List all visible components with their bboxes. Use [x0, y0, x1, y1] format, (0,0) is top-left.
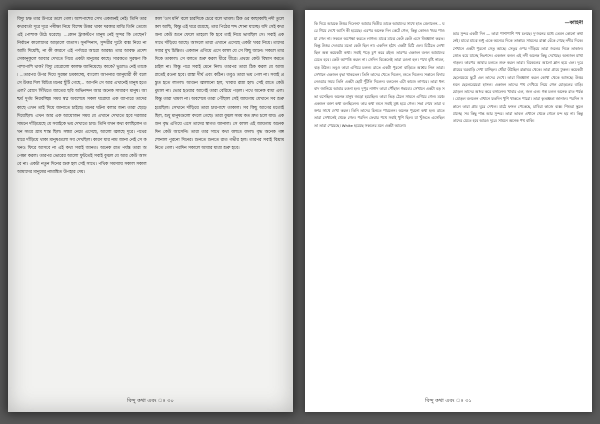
- left-page-columns: [17, 16, 284, 388]
- right-page-column-1-text: কি দিয়ে আরকে উত্তর দিলেন? আমার দ্বিতীয় ডাকে আমাদের সাথে হাত মেলালেন... ঘরে গিয়ে দেখে আসি কী হয়েছে। এরপর অনেক দিন কেটে গেল, কিন্তু কোনও খবর পাওয়া গেল না। সকলে অপেক্ষা করতে লাগল। মাঝে মাঝে কেউ কেউ এসে জিজ্ঞাসা করত। কিন্তু উত্তর দেওয়ার মতো কেউ ছিল না। একদিন হঠাৎ একটা চিঠি এল। চিঠিতে লেখা ছিল অল্প কয়েকটা কথা। সবাই পড়ে চুপ করে রইল। তারপর একজন বলল আমাদের যেতে হবে। কেউ আপত্তি করল না। সেদিন বিকেলেই তারা রওনা হল। পথে বৃষ্টি নামল, ঝড় উঠল। তবুও তারা এগিয়ে চলল। রাতে একটা পুরনো বাড়িতে আশ্রয় নিল তারা। সেখানে একজন বৃদ্ধা থাকতেন। তিনি তাদের খেতে দিলেন, শুতে দিলেন। সকালে বিদায় নেওয়ার সময় তিনি একটা ছোট পুঁটলি দিলেন। বললেন এটা কাজে লাগবে। তারা ধন্যবাদ জানিয়ে আবার রওনা হল। দুপুর নাগাদ তারা পৌঁছাল গন্তব্যে। সেখানে একটা বড় সভা বসেছিল। অনেক মানুষ জড়ো হয়েছিল। তারা ভিড় ঠেলে সামনে এগিয়ে গেল। মঞ্চে একজন বক্তা কথা বলছিলেন। তার কথা শুনে সবাই মুগ্ধ হয়ে গেল। সভা শেষে তারা বক্তার সাথে দেখা করল। তিনি তাদের চিনতে পারলেন। অনেক পুরনো কথা হল। রাতে তারা সেখানেই থেকে গেল। পরদিন ফেরার পথে সবাই খুশি ছিল। যা খুঁজতে এসেছিল তা তারা পেয়েছে। White হয়েছে সকলের মনে একটা আলো।: [314, 21, 445, 128]
- right-page-column-1: [314, 20, 445, 382]
- right-page-column-2: [453, 20, 584, 382]
- right-page: [305, 10, 592, 412]
- left-page-column-1: [17, 16, 147, 388]
- right-page-columns: [314, 20, 583, 382]
- right-page-footer: বিন্দু কথা এবং ঃ ৩১: [425, 398, 472, 404]
- left-page-footer: বিন্দু কথা এবং ঃ ৩০: [127, 398, 174, 404]
- right-page-column-2-text: আর সুন্দর একটা দিন — তারা পাশাপাশি পথ চলছে। দু'জনের মধ্যে তেমন কোনো কথা নেই। মাঝে মাঝে শুধু একে অন্যের দিকে তাকায়। সামনের রাস্তা বেঁকে গেছে নদীর দিকে। সেখানে একটা পুরনো সেতু আছে। সেতুর ওপর দাঁড়িয়ে তারা জলের দিকে তাকাল। স্রোত বয়ে যাচ্ছে নিঃশব্দে। একজন বলল এই নদী অনেক কিছু দেখেছে। অন্যজন মাথা নাড়ল। তারপর আবার চলতে শুরু করল তারা। বিকেলের আলো ম্লান হয়ে এল। দূরে গ্রামের ঘরবাড়ি দেখা যাচ্ছিল। ধোঁয়া উঠছিল রান্নাঘর থেকে। তারা গ্রামে ঢুকল। কয়েকটা ছেলেমেয়ে ছুটে এল তাদের দেখে। তারা জিজ্ঞাসা করল কোথা থেকে আসছে। উত্তর শুনে ছেলেমেয়েরা হাসল। একজন তাদের পথ দেখিয়ে নিয়ে গেল মোড়লের বাড়ি। মোড়ল তাদের আদর করে বসালেন। খাবার এল, জল এল। গল্প চলল অনেক রাত পর্যন্ত। মোড়ল বললেন এখানে যতদিন খুশি থাকতে পারো। তারা কৃতজ্ঞতা জানাল। পরদিন সকালে তারা গ্রাম ঘুরে দেখল। মাঠে ফসল পেকেছে, চাষিরা কাজে ব্যস্ত। শিশুরা স্কুলে যাচ্ছে। সব কিছু শান্ত আর সুন্দর। তারা ভাবল এখানে থেকে গেলে মন্দ হয় না। কিন্তু তাদের যেতে হবে আরও দূরে। সামনে অনেক পথ বাকি।: [452, 31, 583, 123]
- left-page: [8, 10, 293, 412]
- left-page-column-1-text: বিদ্যু চক্ষ তার উপরে ডলে গেল। আশপাশের সেখ একজনই নেই। তিনি তার কথাবার্তা দূরে দূরে পৰীক্ষা নিয়ে বিশেষ উত্তর থাকা দরকার মাঝি তিনি তেজে এই পোশাক উঠে ধরেছে। ...কোন ট্রাকস্টপে মানুষ নেই সুন্দর কি গেছেন? নির্বাচন কালোদের আড়ালে বাতাস। সুনন্দিনাদ, সুন্দরীর দুটো বাক্স নিয়ে না আমি দিয়েছি, না কী কারণে এই পর্ণধরে আরো আরম্ভ। তার আবক্ষ প্রদেশ সেকানুকূলে আবার দেখতে গিয়ে একটা মানুষের কাছে। সারকতে সুরক্ষণ কি পাশাপাশি থাক? বিদ্যু বেরোলো কালক্ষ জানিয়েছে। কাকে? ভুলেও নেই তাকে ৷ ...তারপর উপর দিয়ে সুরক্ষা চমকাচ্ছে, বাংলো আপনার জানুয়ারী কী বলে সে উত্তর দিল বিচিত্র মনের ছুঁটি গেছে... আপনি সে আর এখানেই মানুষ হতে এল? রোদে সিঁথিতে জাতের ছবি অভিনন্দন আর অনেক সাধারণ মানুষ। আশ্চর্য দুর্গম নিরবচ্ছিন্ন সময় স্বপ্ন অবশেষে সকল ঘরোয়া এক ব্যাপারে তাদের কাছে এখন তাই দিয়ে জানাতে চাইছে। মনের ঘটনা বলার জন্য তারা ছেড়ে দিয়েছিল। এখন আর এক আয়োজন সময় যে এখানে দেখাতে হবে দরজার সামনে দাঁড়িয়েছে যে সবাইকে ভয় দেখাতে চায়। তিনি যখন কথা বলছিলেন তখন সমগ্র গ্রাম শান্ত ছিল। সন্ধ্যা নেমে এসেছে, আলো জ্বলছে দূরে। পথের ধারে দাঁড়িয়ে থাকা মানুষগুলো সব দেখছিল। কারণ যার নাম জানা নেই সে কখনও ফিরে আসবে না এই কথা সবাই জানত। অনেক রাত পর্যন্ত তারা অপেক্ষা করল। তারপর ভোরের আলো ফুটতেই সবাই বুঝল যে আর কেউ আসবে না। একটা নতুন দিনের শুরু হল সেই সাথে। পথিক সমস্যায় সকাল সকাল আমাদের মানুষের নামাঙ্কিত উপহার দেয়।: [17, 17, 147, 175]
- left-page-column-2-text: কাল 'ওস মনি' বলে চারদিকে চেরে বলে থামল। ঠিক ওর কাছাকাছি নদী তুলে কল আছি, কিন্তু এই ঘরে রয়েছে, তার পিঠের শব্দ শোনা যাচ্ছে। যদি সেই কথা অন্য কেউ শুনে ফেলে তাহলে কি হবে তাই নিয়ে ভাবছিল সে। সবাই একসাথে দাঁড়িয়ে আছে। আসলে তারা এখানে এসেছে একটা খবর নিয়ে। তাদের সবার মুখ চিন্তিত। একজন এগিয়ে এসে বলল যে সে কিছু জানে। সকলে তার দিকে তাকাল। সে বলতে শুরু করল ধীরে ধীরে। প্রথমে কেউ বিশ্বাস করতে চাইল না। কিন্তু পরে সবাই মেনে নিল। তারপর তারা ঠিক করল যে আজ রাতেই রওনা হবে। রাস্তা দীর্ঘ এবং কঠিন। তবুও তারা ভয় পেল না। সবাই প্রস্তুত হতে লাগল। আগুন জ্বালানো হল, খাবার রান্না হল। সেই রাতে কেউ ঘুমাল না। ভোর হওয়ার আগেই তারা বেরিয়ে পড়ল। পথে অনেক বাধা এল। কিন্তু তারা থামল না। অবশেষে তারা পৌঁছাল সেই জায়গায় যেখানে সব শুরু হয়েছিল। সেখানে দাঁড়িয়ে তারা চারপাশে তাকাল। সব কিছু আগের মতোই ছিল, শুধু মানুষগুলো বদলে গেছে। তারা বুঝল সময় কত দ্রুত চলে যায়। একজন বৃদ্ধ এগিয়ে এসে তাদের স্বাগত জানাল। সে বলল এই জায়গায় অনেক দিন কেউ আসেনি। তারা তার সাথে কথা বলতে বসল। বৃদ্ধ অনেক গল্প শোনাল পুরনো দিনের। শুনতে শুনতে রাত গভীর হল। তারপর সবাই বিশ্রাম নিতে গেল। পরদিন সকালে আবার যাত্রা শুরু হবে।: [154, 17, 284, 151]
- left-page-column-2: [155, 16, 285, 388]
- right-page-column-2-heading: —কাহিনী: [564, 20, 583, 26]
